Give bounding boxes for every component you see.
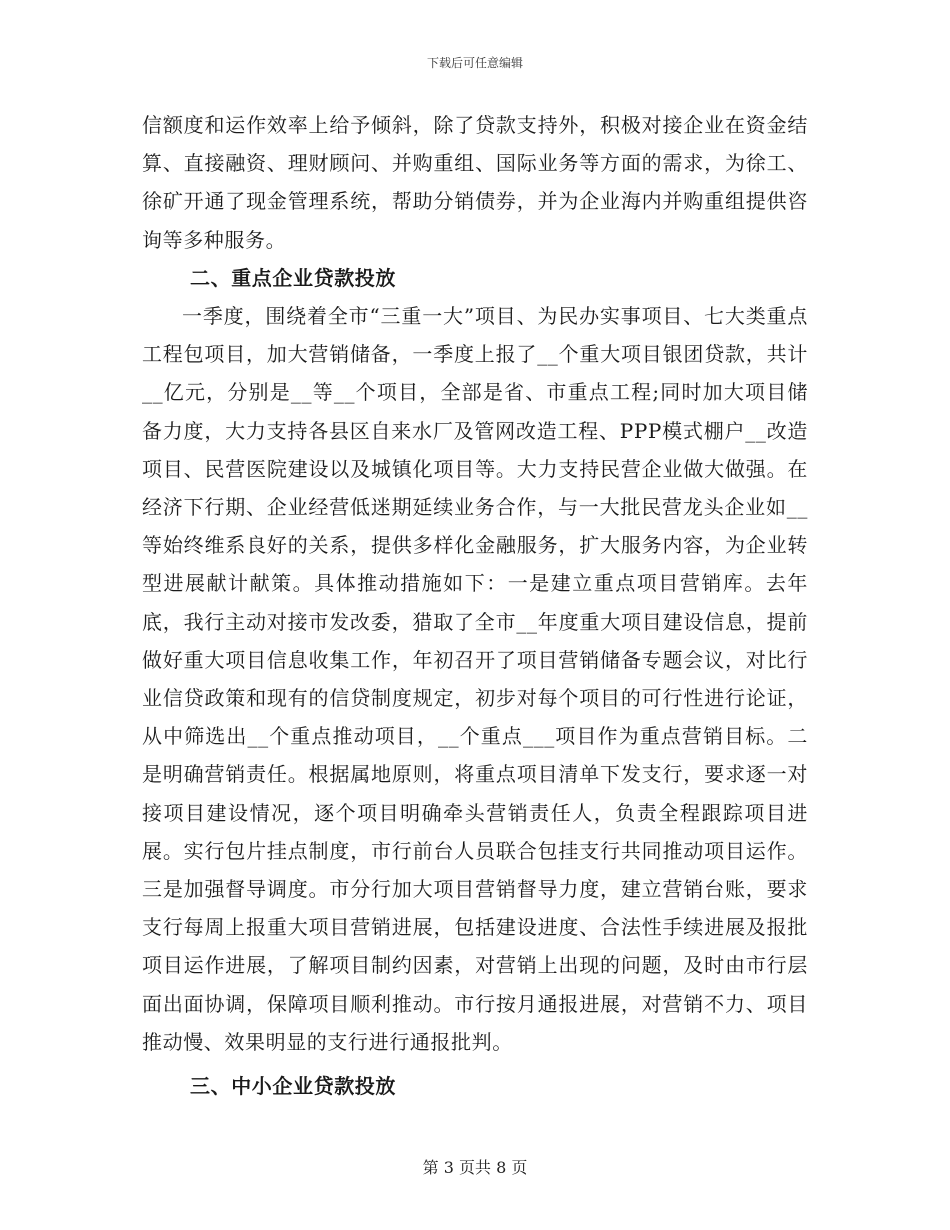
paragraph-continuation: 信额度和运作效率上给予倾斜，除了贷款支持外，积极对接企业在资金结算、直接融资、理财顾问、并购重组、国际业务等方面的需求，为徐工、徐矿开通了现金管理系统，帮助分销债券，并为企业海内并购重组提供咨询等多种服务。 bbox=[142, 113, 808, 252]
document-body bbox=[142, 106, 808, 1105]
paragraph-key-enterprise-loans: 一季度，围绕着全市“三重一大”项目、为民办实事项目、七大类重点工程包项目，加大营销储备，一季度上报了__个重大项目银团贷款，共计__亿元，分别是__等__个项目，全部是省、市重点工程;同时加大项目储备力度，大力支持各县区自来水厂及管网改造工程、PPP模式棚户__改造项目、民营医院建设以及城镇化项目等。大力支持民营企业做大做强。在经济下行期、企业经营低迷期延续业务合作，与一大批民营龙头企业如__等始终维系良好的关系，提供多样化金融服务，扩大服务内容，为企业转型进展献计献策。具体推动措施如下：一是建立重点项目营销库。去年底，我行主动对接市发改委，猎取了全市__年度重大项目建设信息，提前做好重大项目信息收集工作，年初召开了项目营销储备专题会议，对比行业信贷政策和现有的信贷制度规定，初步对每个项目的可行性进行论证，从中筛选出__个重点推动项目，__个重点___项目作为重点营销目标。二是明确营销责任。根据属地原则，将重点项目清单下发支行，要求逐一对接项目建设情况，逐个项目明确牵头营销责任人，负责全程跟踪项目进展。实行包片挂点制度，市行前台人员联合包挂支行共同推动项目运作。三是加强督导调度。市分行加大项目营销督导力度，建立营销台账，要求支行每周上报重大项目营销进展，包括建设进度、合法性手续进展及报批项目运作进展，了解项目制约因素，对营销上出现的问题，及时由市行层面出面协调，保障项目顺利推动。市行按月通报进展，对营销不力、项目推动慢、效果明显的支行进行通报批判。 bbox=[142, 304, 808, 1054]
section-heading-2: 二、重点企业贷款投放 bbox=[190, 265, 396, 290]
page-header: 下载后可任意编辑 bbox=[426, 56, 523, 70]
section-heading-3: 三、中小企业贷款投放 bbox=[190, 1074, 396, 1099]
page-footer: 第 3 页共 8 页 bbox=[422, 1158, 528, 1177]
